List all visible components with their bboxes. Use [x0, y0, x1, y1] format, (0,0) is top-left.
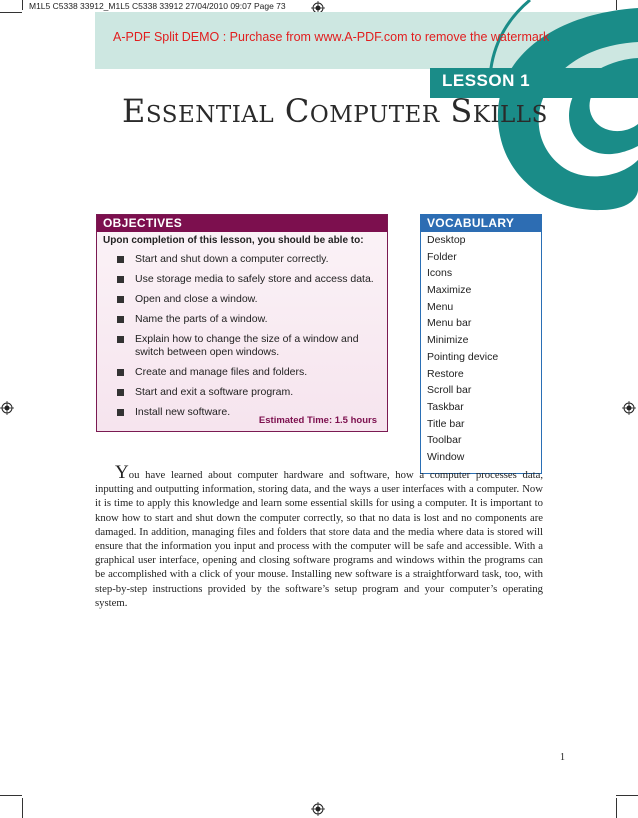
vocabulary-term: Title bar: [427, 417, 465, 430]
print-slug: M1L5 C5338 33912_M1L5 C5338 33912 27/04/2010 09:07 Page 73: [29, 1, 286, 11]
objective-item: Create and manage files and folders.: [97, 366, 387, 379]
registration-mark-icon: [311, 802, 325, 816]
objective-item: Open and close a window.: [97, 293, 387, 306]
title-small-caps: KILLS: [472, 102, 548, 128]
vocabulary-term: Scroll bar: [427, 384, 472, 397]
vocabulary-term: Toolbar: [427, 434, 462, 447]
objective-item: Start and shut down a computer correctly.: [97, 253, 387, 266]
vocabulary-term: Desktop: [427, 234, 466, 246]
objective-item: Start and exit a software program.: [97, 386, 387, 399]
page-title: [122, 92, 548, 130]
title-cap: C: [284, 92, 310, 130]
bullet-icon: [117, 389, 124, 396]
lesson-label-text: LESSON 1: [442, 71, 531, 90]
crop-mark: [22, 798, 23, 818]
intro-paragraph-text: ou have learned about computer hardware and software, how a computer processes data, inputting and outputting information, storing data, and the ways a user interfaces with a computer. Now it is time to apply this knowledge and learn some essential skills for using a computer. It is important to know how to start and shut down the computer correctly, so that no data is lost and no components are damaged. In addition, managing files and folders that store data and the media where data is stored will ensure that the information you input and process with the computer will be safe and accessible. With a graphical user interface, opening and closing software programs and windows within the programs can be accomplished with a click of your mouse. Installing new software is a straightforward task, too, with step-by-step instructions provided by the software’s setup program and your computer’s operating system.: [95, 469, 543, 609]
bullet-icon: [117, 409, 124, 416]
objective-item: Use storage media to safely store and access data.: [97, 273, 387, 286]
crop-mark: [616, 795, 638, 796]
bullet-icon: [117, 369, 124, 376]
title-small-caps: OMPUTER: [309, 102, 440, 128]
estimated-time: Estimated Time: 1.5 hours: [258, 415, 377, 426]
vocabulary-term: Taskbar: [427, 400, 464, 413]
objective-item: Name the parts of a window.: [97, 313, 387, 326]
vocabulary-term: Maximize: [427, 284, 472, 297]
vocabulary-term: Menu bar: [427, 317, 472, 330]
objectives-box: [96, 214, 388, 432]
vocabulary-term: Icons: [427, 267, 453, 280]
page-number: 1: [560, 752, 565, 763]
vocabulary-term: Minimize: [427, 334, 469, 347]
vocabulary-list: [421, 232, 541, 466]
objective-item: Install new software.: [97, 406, 387, 419]
crop-mark: [616, 798, 617, 818]
bullet-icon: [117, 336, 124, 343]
bullet-icon: [117, 316, 124, 323]
vocabulary-term: Pointing device: [427, 350, 499, 363]
title-cap: E: [122, 92, 146, 130]
title-small-caps: SSENTIAL: [145, 102, 275, 128]
crop-mark: [22, 0, 23, 10]
watermark-text: A-PDF Split DEMO : Purchase from www.A-PDF.com to remove the watermark: [113, 30, 550, 44]
vocabulary-heading: VOCABULARY: [421, 215, 541, 232]
objectives-intro: Upon completion of this lesson, you should be able to:: [103, 235, 364, 246]
drop-cap: Y: [115, 462, 129, 483]
registration-mark-icon: [0, 401, 14, 415]
vocabulary-term: Folder: [427, 250, 457, 263]
bullet-icon: [117, 276, 124, 283]
crop-mark: [0, 795, 22, 796]
vocabulary-term: Menu: [427, 300, 454, 313]
objective-item: Explain how to change the size of a window and switch between open windows.: [97, 333, 387, 359]
title-cap: S: [450, 92, 473, 130]
intro-paragraph: [95, 462, 543, 610]
crop-mark: [0, 12, 22, 13]
bullet-icon: [117, 296, 124, 303]
registration-mark-icon: [622, 401, 636, 415]
bullet-icon: [117, 256, 124, 263]
vocabulary-term: Window: [427, 450, 465, 463]
objectives-list: [97, 253, 387, 419]
vocabulary-term: Restore: [427, 367, 464, 380]
vocabulary-box: [420, 214, 542, 474]
objectives-heading: OBJECTIVES: [97, 215, 387, 232]
